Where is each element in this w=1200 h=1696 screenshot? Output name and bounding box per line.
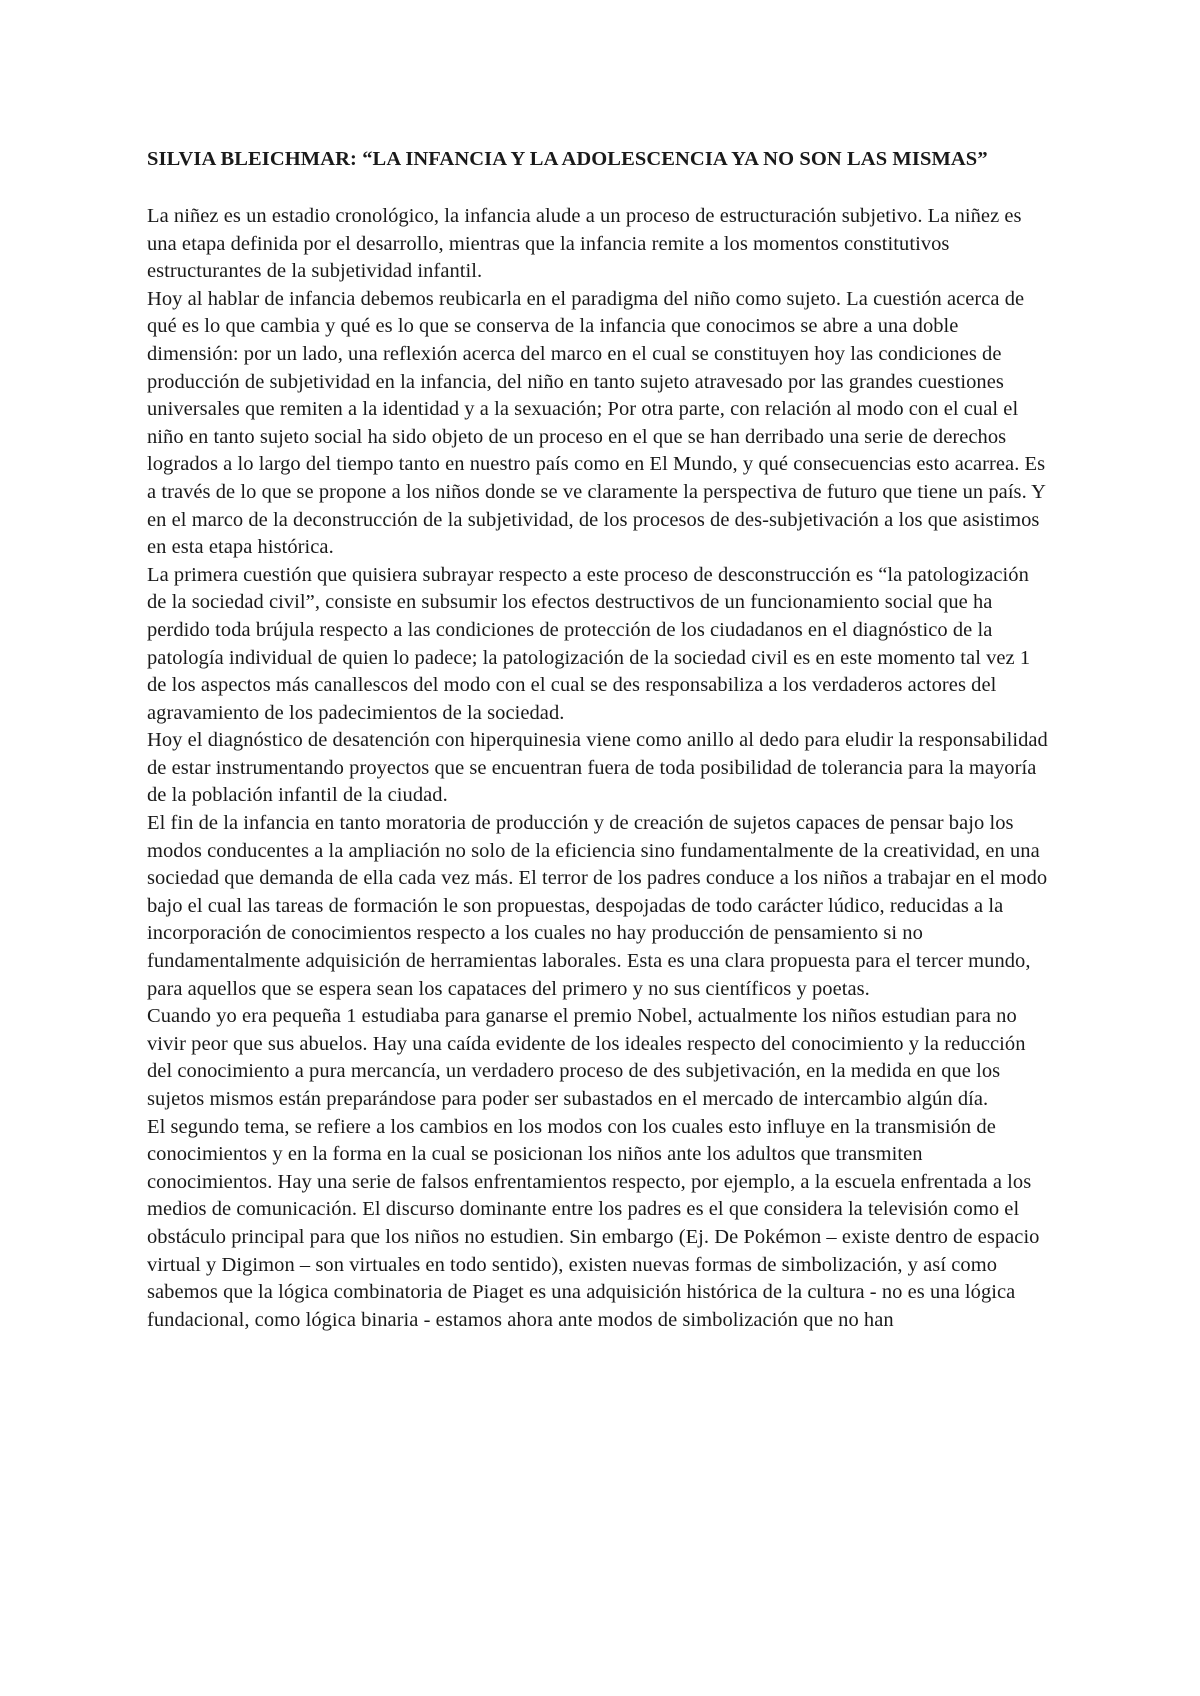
- paragraph-7: El segundo tema, se refiere a los cambios en los modos con los cuales esto influye en la transmisión de conocimientos y en la forma en la cual se posicionan los niños ante los adultos que transmiten conocimientos. Hay una serie de falsos enfrentamientos respecto, por ejemplo, a la escuela enfrentada a los medios de comunicación. El discurso dominante entre los padres es el que considera la televisión como el obstáculo principal para que los niños no estudien. Sin embargo (Ej. De Pokémon – existe dentro de espacio virtual y Digimon – son virtuales en todo sentido), existen nuevas formas de simbolización, y así como sabemos que la lógica combinatoria de Piaget es una adquisición histórica de la cultura - no es una lógica fundacional, como lógica binaria - estamos ahora ante modos de simbolización que no han: [147, 1115, 1040, 1331]
- paragraph-1: La niñez es un estadio cronológico, la infancia alude a un proceso de estructuración subjetivo. La niñez es una etapa definida por el desarrollo, mientras que la infancia remite a los momentos constitutivos estructurantes de la subjetividad infantil.: [147, 205, 1022, 283]
- document-body: [147, 203, 1053, 1334]
- paragraph-6: Cuando yo era pequeña 1 estudiaba para ganarse el premio Nobel, actualmente los niños estudian para no vivir peor que sus abuelos. Hay una caída evidente de los ideales respecto del conocimiento y la reducción del conocimiento a pura mercancía, un verdadero proceso de des subjetivación, en la medida en que los sujetos mismos están preparándose para poder ser subastados en el mercado de intercambio algún día.: [147, 1005, 1026, 1110]
- paragraph-3: La primera cuestión que quisiera subrayar respecto a este proceso de desconstrucción es “la patologización de la sociedad civil”, consiste en subsumir los efectos destructivos de un funcionamiento social que ha perdido toda brújula respecto a las condiciones de protección de los ciudadanos en el diagnóstico de la patología individual de quien lo padece; la patologización de la sociedad civil es en este momento tal vez 1 de los aspectos más canallescos del modo con el cual se des responsabiliza a los verdaderos actores del agravamiento de los padecimientos de la sociedad.: [147, 563, 1031, 724]
- paragraph-5: El fin de la infancia en tanto moratoria de producción y de creación de sujetos capaces de pensar bajo los modos conducentes a la ampliación no solo de la eficiencia sino fundamentalmente de la creatividad, en una sociedad que demanda de ella cada vez más. El terror de los padres conduce a los niños a trabajar en el modo bajo el cual las tareas de formación le son propuestas, despojadas de todo carácter lúdico, reducidas a la incorporación de conocimientos respecto a los cuales no hay producción de pensamiento si no fundamentalmente adquisición de herramientas laborales. Esta es una clara propuesta para el tercer mundo, para aquellos que se espera sean los capataces del primero y no sus científicos y poetas.: [147, 812, 1048, 1000]
- paragraph-4: Hoy el diagnóstico de desatención con hiperquinesia viene como anillo al dedo para eludir la responsabilidad de estar instrumentando proyectos que se encuentran fuera de toda posibilidad de tolerancia para la mayoría de la población infantil de la ciudad.: [147, 729, 1048, 807]
- title-spacer: [147, 174, 1053, 203]
- document-title: SILVIA BLEICHMAR: “LA INFANCIA Y LA ADOLESCENCIA YA NO SON LAS MISMAS”: [147, 148, 988, 170]
- paragraph-2: Hoy al hablar de infancia debemos reubicarla en el paradigma del niño como sujeto. La cuestión acerca de qué es lo que cambia y qué es lo que se conserva de la infancia que conocimos se abre a una doble dimensión: por un lado, una reflexión acerca del marco en el cual se constituyen hoy las condiciones de producción de subjetividad en la infancia, del niño en tanto sujeto atravesado por las grandes cuestiones universales que remiten a la identidad y a la sexuación; Por otra parte, con relación al modo con el cual el niño en tanto sujeto social ha sido objeto de un proceso en el que se han derribado una serie de derechos logrados a lo largo del tiempo tanto en nuestro país como en El Mundo, y qué consecuencias esto acarrea. Es a través de lo que se propone a los niños donde se ve claramente la perspectiva de futuro que tiene un país. Y en el marco de la deconstrucción de la subjetividad, de los procesos de des-subjetivación a los que asistimos en esta etapa histórica.: [147, 287, 1046, 559]
- document-content: [147, 145, 1053, 1334]
